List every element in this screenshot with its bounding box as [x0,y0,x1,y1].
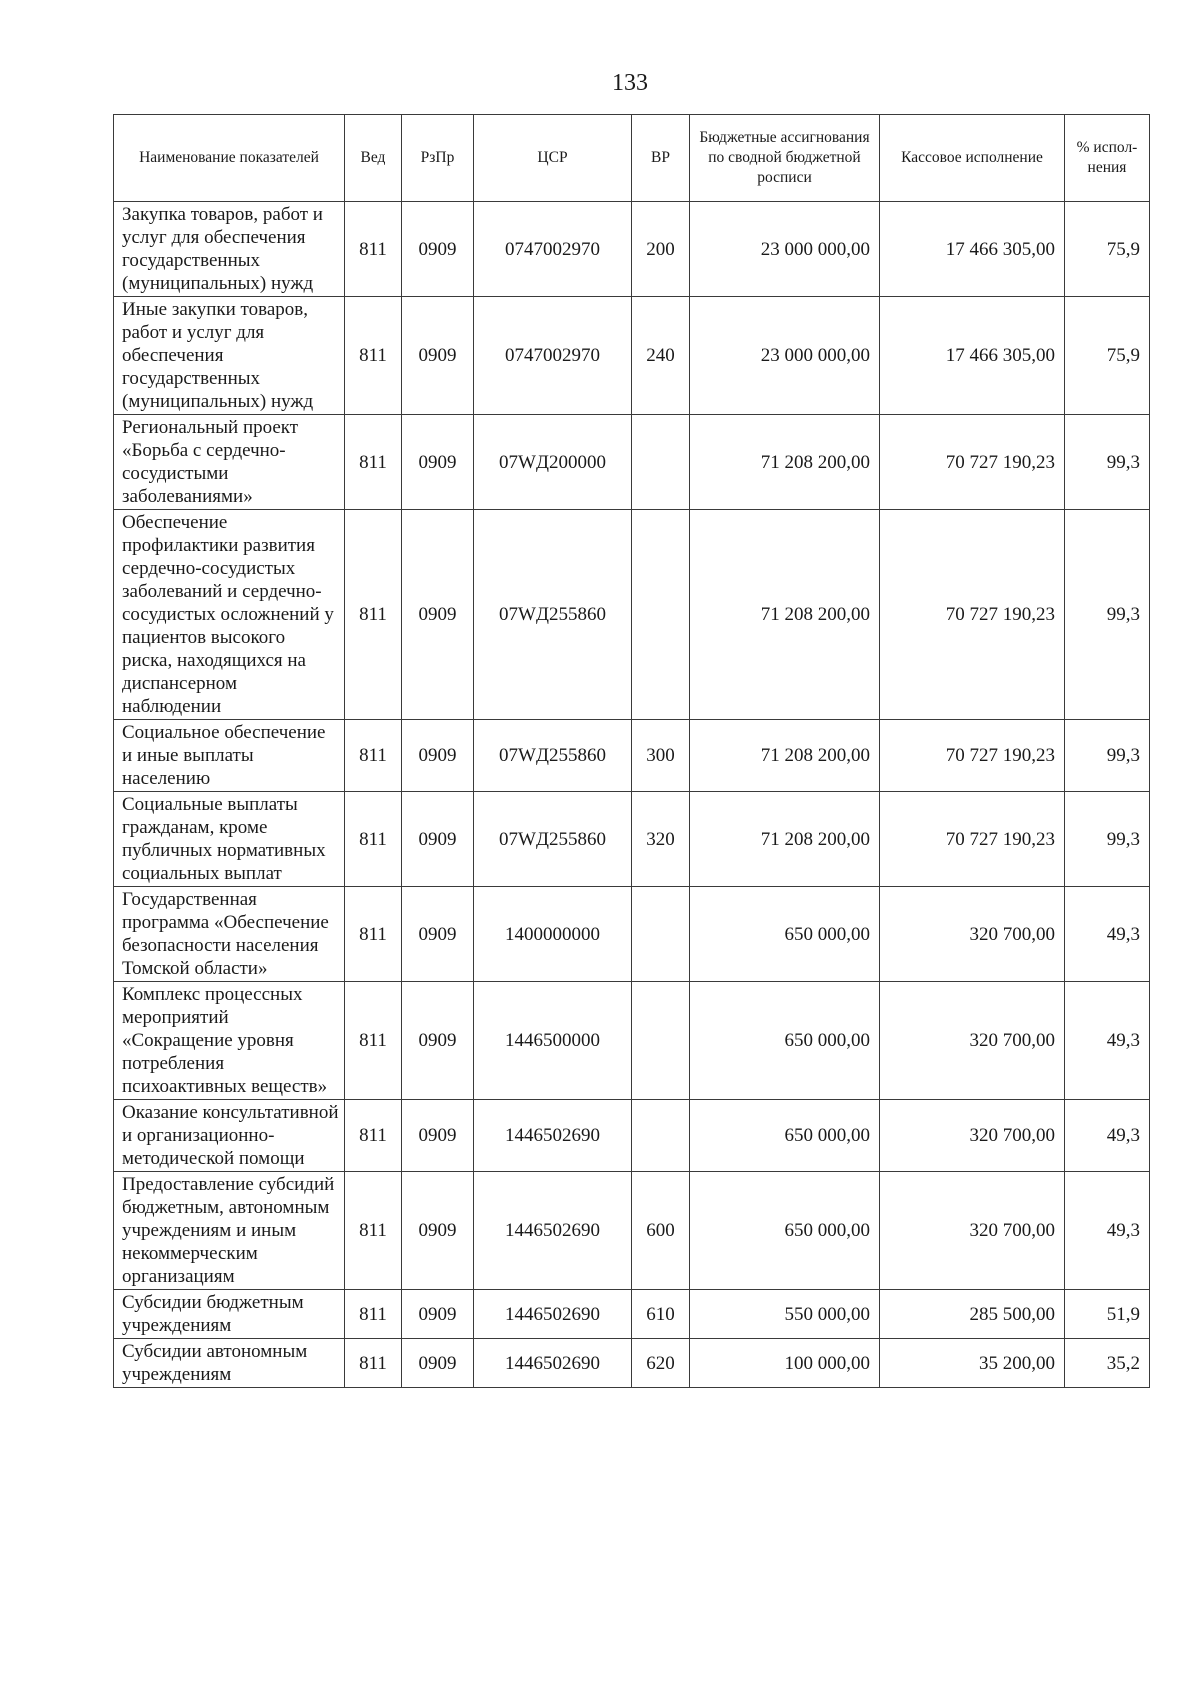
header-csr: ЦСР [474,115,632,202]
table-row [114,982,1150,1100]
budget-table [113,114,1150,1388]
cell-budget: 23 000 000,00 [690,202,880,297]
cell-name: Оказание консультативной и организационно-методической помощи [114,1100,345,1172]
cell-csr: 1446502690 [474,1339,632,1388]
header-ved: Вед [345,115,402,202]
cell-percent: 35,2 [1065,1339,1150,1388]
cell-budget: 650 000,00 [690,887,880,982]
cell-name: Субсидии бюджетным учреждениям [114,1290,345,1339]
cell-cash: 320 700,00 [880,1100,1065,1172]
cell-csr: 1446502690 [474,1172,632,1290]
cell-budget: 650 000,00 [690,1172,880,1290]
cell-percent: 99,3 [1065,510,1150,720]
cell-vr: 600 [632,1172,690,1290]
cell-vr [632,1100,690,1172]
cell-rzpr: 0909 [402,982,474,1100]
cell-name: Обеспечение профилактики развития сердечно-сосудистых заболеваний и сердечно-сосудистых осложнений у пациентов высокого риска, находящихся на диспансерном наблюдении [114,510,345,720]
table-row [114,510,1150,720]
cell-percent: 99,3 [1065,415,1150,510]
cell-cash: 70 727 190,23 [880,792,1065,887]
cell-csr: 1446502690 [474,1100,632,1172]
cell-name: Социальные выплаты гражданам, кроме публичных нормативных социальных выплат [114,792,345,887]
header-vr: ВР [632,115,690,202]
cell-ved: 811 [345,792,402,887]
cell-ved: 811 [345,720,402,792]
table-row [114,1339,1150,1388]
table-row [114,415,1150,510]
cell-ved: 811 [345,1172,402,1290]
cell-csr: 07WД255860 [474,792,632,887]
cell-vr: 620 [632,1339,690,1388]
cell-budget: 650 000,00 [690,982,880,1100]
cell-vr: 240 [632,297,690,415]
cell-rzpr: 0909 [402,887,474,982]
cell-ved: 811 [345,887,402,982]
cell-ved: 811 [345,415,402,510]
cell-ved: 811 [345,1100,402,1172]
cell-name: Предоставление субсидий бюджетным, автономным учреждениям и иным некоммерческим организациям [114,1172,345,1290]
header-cash: Кассовое исполнение [880,115,1065,202]
cell-vr [632,982,690,1100]
cell-ved: 811 [345,1290,402,1339]
header-percent: % испол-нения [1065,115,1150,202]
cell-ved: 811 [345,202,402,297]
cell-rzpr: 0909 [402,1290,474,1339]
cell-name: Региональный проект «Борьба с сердечно-сосудистыми заболеваниями» [114,415,345,510]
cell-name: Закупка товаров, работ и услуг для обеспечения государственных (муниципальных) нужд [114,202,345,297]
table-row [114,1290,1150,1339]
cell-ved: 811 [345,1339,402,1388]
cell-csr: 0747002970 [474,297,632,415]
cell-cash: 17 466 305,00 [880,297,1065,415]
cell-csr: 1400000000 [474,887,632,982]
cell-ved: 811 [345,510,402,720]
table-row [114,792,1150,887]
cell-rzpr: 0909 [402,415,474,510]
cell-budget: 71 208 200,00 [690,720,880,792]
cell-vr: 300 [632,720,690,792]
cell-vr: 610 [632,1290,690,1339]
cell-percent: 49,3 [1065,887,1150,982]
cell-percent: 49,3 [1065,1172,1150,1290]
cell-rzpr: 0909 [402,720,474,792]
cell-vr: 320 [632,792,690,887]
cell-vr: 200 [632,202,690,297]
cell-csr: 07WД255860 [474,510,632,720]
table-row [114,720,1150,792]
table-body [114,202,1150,1388]
cell-budget: 71 208 200,00 [690,792,880,887]
page-number: 133 [612,70,648,96]
cell-csr: 1446502690 [474,1290,632,1339]
cell-cash: 70 727 190,23 [880,415,1065,510]
cell-csr: 07WД255860 [474,720,632,792]
cell-budget: 650 000,00 [690,1100,880,1172]
table-row [114,887,1150,982]
cell-percent: 49,3 [1065,1100,1150,1172]
cell-budget: 100 000,00 [690,1339,880,1388]
cell-cash: 320 700,00 [880,1172,1065,1290]
cell-name: Государственная программа «Обеспечение безопасности населения Томской области» [114,887,345,982]
cell-budget: 550 000,00 [690,1290,880,1339]
cell-percent: 51,9 [1065,1290,1150,1339]
cell-name: Субсидии автономным учреждениям [114,1339,345,1388]
cell-rzpr: 0909 [402,510,474,720]
table-row [114,202,1150,297]
cell-percent: 49,3 [1065,982,1150,1100]
header-budget: Бюджетные ассигнования по сводной бюджетной росписи [690,115,880,202]
cell-csr: 07WД200000 [474,415,632,510]
table-row [114,1172,1150,1290]
cell-rzpr: 0909 [402,202,474,297]
cell-cash: 320 700,00 [880,982,1065,1100]
cell-cash: 320 700,00 [880,887,1065,982]
cell-budget: 23 000 000,00 [690,297,880,415]
table-header-row [114,115,1150,202]
cell-vr [632,887,690,982]
cell-rzpr: 0909 [402,792,474,887]
cell-rzpr: 0909 [402,1172,474,1290]
cell-name: Социальное обеспечение и иные выплаты населению [114,720,345,792]
cell-rzpr: 0909 [402,297,474,415]
cell-ved: 811 [345,982,402,1100]
cell-name: Комплекс процессных мероприятий «Сокращение уровня потребления психоактивных веществ» [114,982,345,1100]
cell-percent: 99,3 [1065,792,1150,887]
cell-percent: 99,3 [1065,720,1150,792]
cell-budget: 71 208 200,00 [690,510,880,720]
cell-csr: 0747002970 [474,202,632,297]
cell-vr [632,510,690,720]
cell-cash: 17 466 305,00 [880,202,1065,297]
cell-ved: 811 [345,297,402,415]
cell-vr [632,415,690,510]
cell-cash: 35 200,00 [880,1339,1065,1388]
cell-cash: 285 500,00 [880,1290,1065,1339]
cell-percent: 75,9 [1065,297,1150,415]
table-row [114,1100,1150,1172]
cell-csr: 1446500000 [474,982,632,1100]
cell-cash: 70 727 190,23 [880,510,1065,720]
cell-rzpr: 0909 [402,1339,474,1388]
header-rzpr: РзПр [402,115,474,202]
cell-name: Иные закупки товаров, работ и услуг для обеспечения государственных (муниципальных) нужд [114,297,345,415]
cell-budget: 71 208 200,00 [690,415,880,510]
cell-percent: 75,9 [1065,202,1150,297]
cell-cash: 70 727 190,23 [880,720,1065,792]
table-row [114,297,1150,415]
header-name: Наименование показателей [114,115,345,202]
cell-rzpr: 0909 [402,1100,474,1172]
